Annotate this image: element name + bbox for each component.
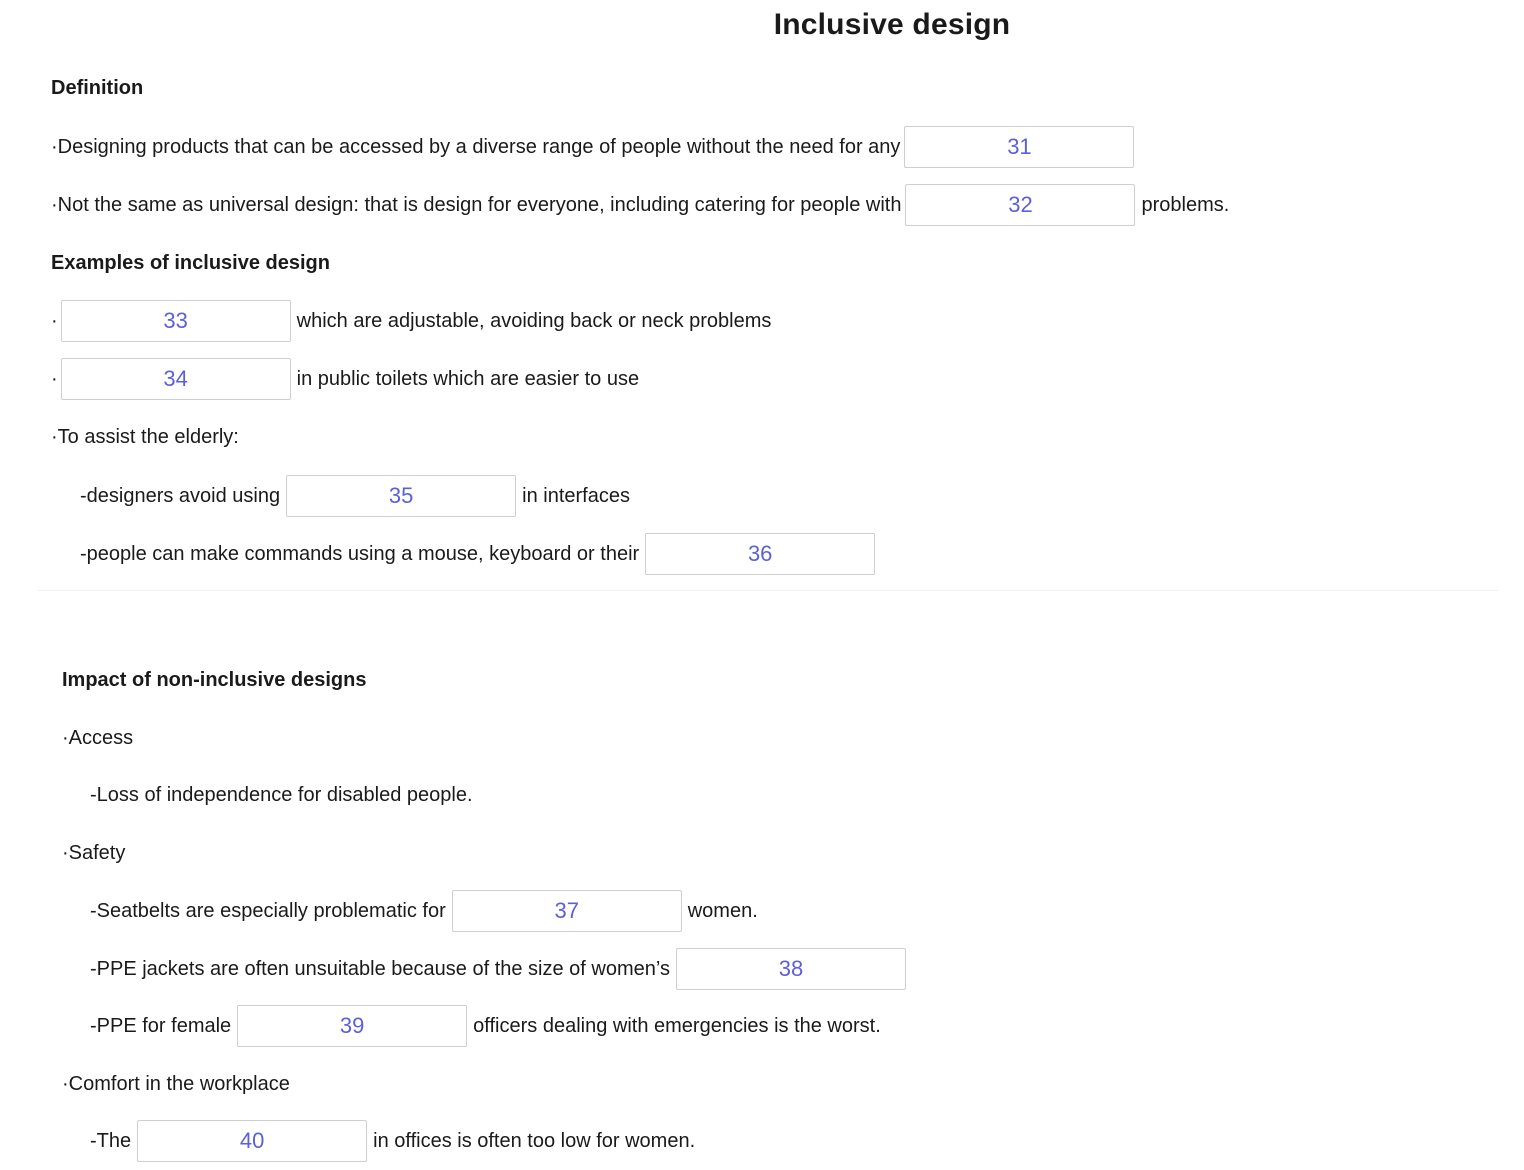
page-title: Inclusive design <box>773 8 1011 41</box>
example-item-2 <box>51 357 639 401</box>
answer-box-32[interactable]: 32 <box>905 184 1135 226</box>
answer-box-33[interactable]: 33 <box>61 300 291 342</box>
elderly-line-1-after: in interfaces <box>522 484 630 507</box>
answer-box-36[interactable]: 36 <box>645 533 875 575</box>
safety-line-1-text: -Seatbelts are especially problematic for <box>90 899 446 922</box>
comfort-line-1 <box>90 1119 695 1163</box>
comfort-heading: ·Comfort in the workplace <box>62 1072 290 1095</box>
definition-line-2-after: problems. <box>1141 193 1230 216</box>
safety-line-3 <box>90 1004 881 1048</box>
definition-line-1-text: ·Designing products that can be accessed by a diverse range of people without the need for any <box>51 135 901 158</box>
examples-heading: Examples of inclusive design <box>51 251 330 274</box>
comfort-line-1-text: -The <box>90 1129 132 1152</box>
answer-box-31[interactable]: 31 <box>904 126 1134 168</box>
safety-line-1-after: women. <box>687 899 758 922</box>
safety-line-3-after: officers dealing with emergencies is the worst. <box>473 1014 881 1037</box>
bullet: · <box>51 367 58 390</box>
safety-line-2 <box>90 947 912 991</box>
elderly-line-2-text: -people can make commands using a mouse, keyboard or their <box>80 542 640 565</box>
answer-box-35[interactable]: 35 <box>286 475 516 517</box>
elderly-line-1 <box>80 474 630 518</box>
definition-heading: Definition <box>51 76 144 99</box>
example-item-2-text: in public toilets which are easier to use <box>296 367 640 390</box>
answer-box-37[interactable]: 37 <box>452 890 682 932</box>
answer-box-34[interactable]: 34 <box>61 358 291 400</box>
access-heading: ·Access <box>62 726 134 749</box>
example-item-1 <box>51 299 771 343</box>
definition-line-2 <box>51 183 1229 227</box>
answer-box-38[interactable]: 38 <box>676 948 906 990</box>
bullet: · <box>51 309 58 332</box>
safety-line-2-text: -PPE jackets are often unsuitable because of the size of women’s <box>90 957 670 980</box>
elderly-line-2 <box>80 532 881 576</box>
elderly-line-1-text: -designers avoid using <box>80 484 281 507</box>
answer-box-39[interactable]: 39 <box>237 1005 467 1047</box>
impact-heading: Impact of non-inclusive designs <box>62 668 367 691</box>
safety-line-3-text: -PPE for female <box>90 1014 232 1037</box>
safety-line-1 <box>90 889 758 933</box>
section-divider <box>38 590 1498 591</box>
elderly-heading: ·To assist the elderly: <box>51 425 239 448</box>
definition-line-2-text: ·Not the same as universal design: that is design for everyone, including catering for people with <box>51 193 902 216</box>
access-line-1: -Loss of independence for disabled people. <box>90 783 473 806</box>
example-item-1-text: which are adjustable, avoiding back or neck problems <box>296 309 772 332</box>
definition-line-1 <box>51 125 1140 169</box>
safety-heading: ·Safety <box>62 841 126 864</box>
answer-box-40[interactable]: 40 <box>137 1120 367 1162</box>
comfort-line-1-after: in offices is often too low for women. <box>373 1129 696 1152</box>
